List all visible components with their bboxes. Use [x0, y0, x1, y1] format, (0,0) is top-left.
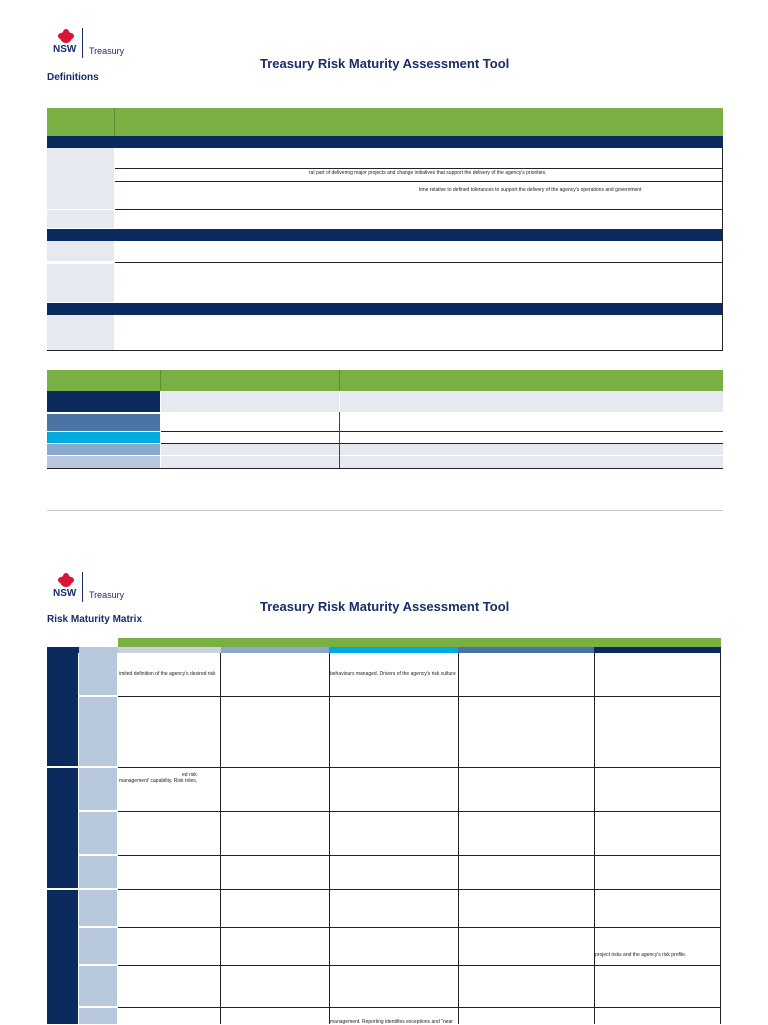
table-right-border	[722, 148, 723, 351]
subcategory-cell-5	[79, 856, 117, 888]
section-band-1	[47, 136, 723, 148]
grid-line	[118, 855, 721, 856]
level-band-3	[329, 647, 458, 653]
definitions-header	[47, 108, 723, 136]
maturity-level-table	[47, 370, 723, 469]
matrix-header	[118, 638, 721, 647]
category-cell-3	[47, 890, 78, 1024]
level-band-2	[221, 647, 329, 653]
org-name: Treasury	[89, 46, 125, 56]
row-label-cell-4	[47, 264, 114, 302]
grid-line	[220, 653, 221, 1024]
level-row-1	[161, 391, 723, 412]
row-label-cell-5	[47, 315, 114, 350]
nsw-logo	[51, 28, 131, 58]
category-cell-2	[47, 768, 78, 888]
subcategory-cell-7	[79, 928, 117, 964]
maturity-header	[47, 370, 723, 391]
nsw-logo-text: NSW	[53, 588, 77, 599]
row-label-cell-2	[47, 210, 114, 228]
table-bottom-border	[47, 350, 723, 351]
section-band-3	[47, 303, 723, 315]
row-line	[161, 431, 723, 432]
matrix-cell-text: management. Reporting identifies exceptions and "near	[330, 1019, 453, 1025]
level-band-5	[594, 647, 721, 653]
matrix-cell-text: management' capability. Risk roles,	[119, 778, 198, 784]
level-swatch-1	[47, 391, 160, 412]
page-divider	[47, 510, 723, 511]
row-line	[115, 181, 723, 182]
level-row-5	[161, 456, 723, 468]
nsw-logo-text: NSW	[53, 44, 77, 55]
grid-line	[118, 811, 721, 812]
logo-divider	[82, 572, 83, 602]
matrix-cell-text: imited definition of the agency's desired risk	[119, 671, 216, 677]
row-line	[115, 209, 723, 210]
subcategory-cell-2	[79, 697, 117, 766]
org-name: Treasury	[89, 590, 125, 600]
table-bottom-border	[47, 468, 723, 469]
grid-line	[118, 696, 721, 697]
grid-line	[118, 767, 721, 768]
section-heading: Definitions	[47, 72, 99, 83]
row-line	[115, 168, 723, 169]
cell-divider	[339, 412, 340, 468]
grid-line	[118, 965, 721, 966]
level-band-4	[458, 647, 594, 653]
row-label-cell-3	[47, 241, 114, 261]
section-heading: Risk Maturity Matrix	[47, 614, 143, 625]
definition-text-1: ral part of delivering major projects and change initiatives that support the delivery of the agency's priorities.	[309, 170, 547, 176]
nsw-logo	[51, 572, 131, 602]
level-swatch-4	[47, 444, 160, 455]
subcategory-cell-6	[79, 890, 117, 926]
header-divider	[160, 370, 161, 391]
matrix-cell-text: project risks and the agency's risk profile.	[595, 952, 687, 958]
matrix-cell-text: ed risk	[182, 772, 197, 778]
grid-line	[594, 653, 595, 1024]
subcategory-cell-4	[79, 812, 117, 854]
logo-divider	[82, 28, 83, 58]
level-row-4	[161, 444, 723, 455]
definitions-table	[47, 108, 723, 352]
row-label-cell-1	[47, 148, 114, 209]
level-band-1	[118, 647, 221, 653]
header-divider	[114, 108, 115, 136]
subcategory-cell-9	[79, 1008, 117, 1024]
grid-line	[720, 653, 721, 1024]
grid-line	[458, 653, 459, 1024]
matrix-cell-text: behaviours managed. Drivers of the agency's risk culture	[330, 671, 456, 677]
grid-line	[118, 1007, 721, 1008]
page-title: Treasury Risk Maturity Assessment Tool	[260, 56, 510, 71]
level-swatch-2	[47, 414, 160, 431]
section-band-2	[47, 229, 723, 241]
subcategory-cell-3	[79, 768, 117, 810]
grid-line	[329, 653, 330, 1024]
level-swatch-3	[47, 432, 160, 443]
subcategory-cell-1	[79, 653, 117, 695]
cell-divider	[339, 391, 340, 412]
grid-line	[118, 927, 721, 928]
page-title: Treasury Risk Maturity Assessment Tool	[260, 599, 510, 614]
grid-line	[118, 889, 721, 890]
subcategory-cell-8	[79, 966, 117, 1006]
level-swatch-5	[47, 456, 160, 468]
header-divider	[339, 370, 340, 391]
row-line	[115, 262, 723, 263]
risk-maturity-matrix	[47, 638, 721, 1024]
category-cell-1	[47, 653, 78, 766]
definition-text-2: time relative to defined tolerances to support the delivery of the agency's operations and government	[419, 187, 642, 193]
